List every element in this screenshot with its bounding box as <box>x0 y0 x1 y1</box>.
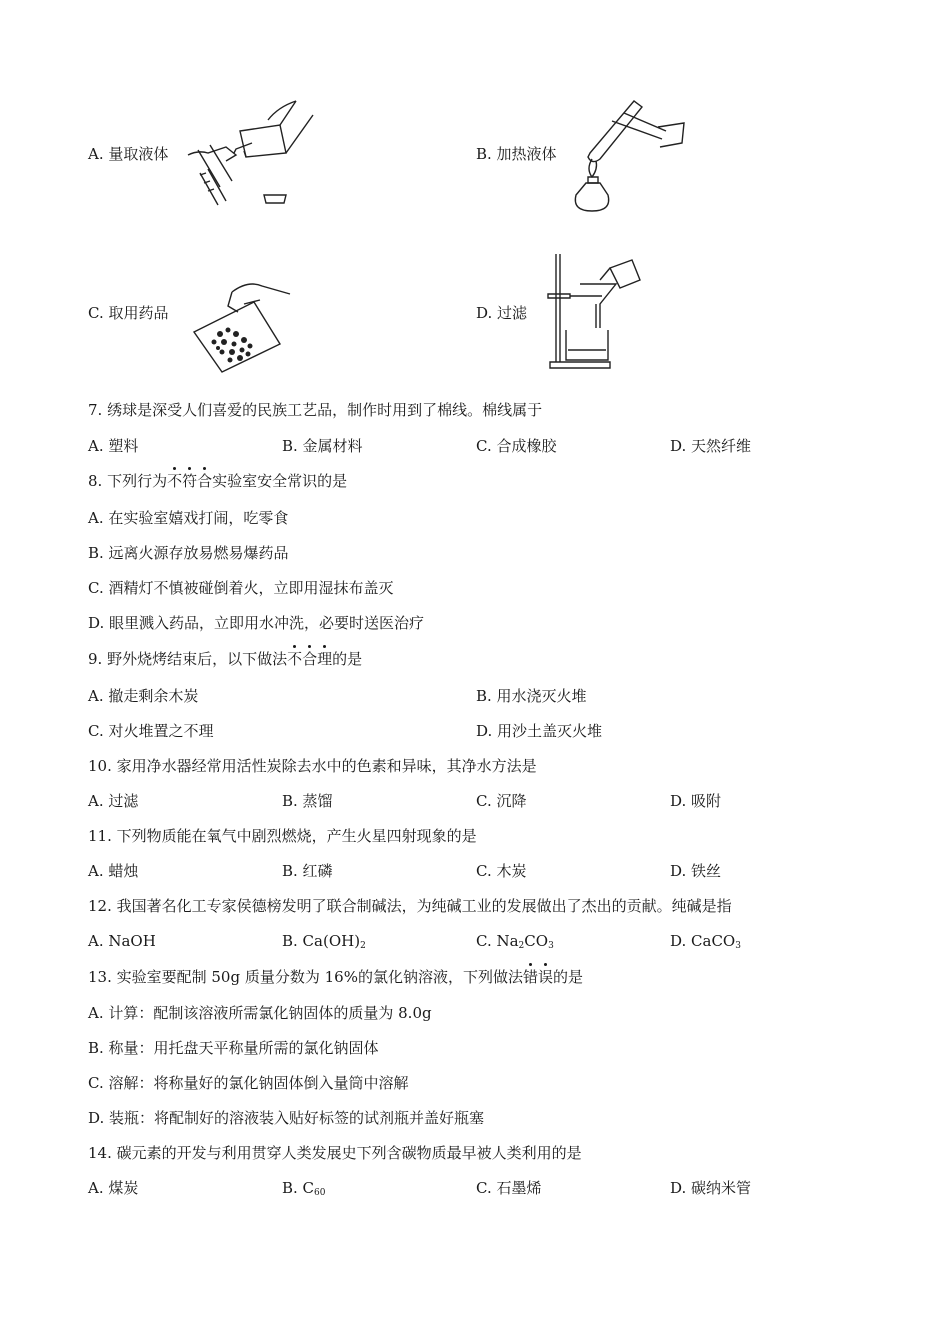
q11-option-a: A. 蜡烛 <box>88 862 139 880</box>
taking-chemicals-figure <box>192 272 302 377</box>
q11-option-c: C. 木炭 <box>476 862 527 880</box>
q10-option-c: C. 沉降 <box>476 792 527 810</box>
q14-stem: 14. 碳元素的开发与利用贯穿人类发展史下列含碳物质最早被人类利用的是 <box>88 1144 582 1162</box>
q14-option-b: B. $C_{60}$ <box>282 1179 326 1198</box>
q10-option-b: B. 蒸馏 <box>282 792 333 810</box>
q9-option-a: A. 撤走剩余木炭 <box>88 687 199 705</box>
q9-option-c: C. 对火堆置之不理 <box>88 722 214 740</box>
q11-option-b: B. 红磷 <box>282 862 333 880</box>
q7-option-a: A. 塑料 <box>88 437 139 455</box>
q14-option-c: C. 石墨烯 <box>476 1179 542 1197</box>
q10-option-a: A. 过滤 <box>88 792 139 810</box>
q11-stem: 11. 下列物质能在氧气中剧烈燃烧，产生火星四射现象的是 <box>88 827 477 845</box>
q8-option-a: A. 在实验室嬉戏打闹，吃零食 <box>88 509 289 527</box>
q7-option-c: C. 合成橡胶 <box>476 437 557 455</box>
q12-option-d: D. CaCO$_3$ <box>670 932 741 951</box>
heating-liquid-figure <box>562 95 687 215</box>
q13-option-b: B. 称量：用托盘天平称量所需的氯化钠固体 <box>88 1039 379 1057</box>
emphasis-char: 合 <box>197 472 213 490</box>
emphasis-char: 误 <box>537 968 553 986</box>
emphasis-char: 理 <box>317 650 333 668</box>
q11-option-d: D. 铁丝 <box>670 862 722 880</box>
q6-option-b: B. 加热液体 <box>476 145 557 163</box>
q14-option-a: A. 煤炭 <box>88 1179 139 1197</box>
q8-option-d: D. 眼里溅入药品，立即用水冲洗，必要时送医治疗 <box>88 614 425 632</box>
q6-option-c: C. 取用药品 <box>88 304 169 322</box>
q12-option-b: B. $Ca(OH)_2$ <box>282 932 366 951</box>
q9-option-d: D. 用沙土盖灭火堆 <box>476 722 603 740</box>
q7-option-b: B. 金属材料 <box>282 437 363 455</box>
q14-option-d: D. 碳纳米管 <box>670 1179 752 1197</box>
q8-option-c: C. 酒精灯不慎被碰倒着火，立即用湿抹布盖灭 <box>88 579 394 597</box>
q7-stem: 7. 绣球是深受人们喜爱的民族工艺品，制作时用到了棉线。棉线属于 <box>88 401 543 419</box>
q12-option-a: A. NaOH <box>88 932 156 950</box>
measuring-liquid-figure <box>178 95 318 220</box>
q9-option-b: B. 用水浇灭火堆 <box>476 687 587 705</box>
q6-option-d: D. 过滤 <box>476 304 528 322</box>
q8-stem: 8. 下列行为不符合实验室安全常识的是 <box>88 472 348 490</box>
q12-option-c: C. $Na_2CO_3$ <box>476 932 554 951</box>
q13-option-d: D. 装瓶：将配制好的溶液装入贴好标签的试剂瓶并盖好瓶塞 <box>88 1109 485 1127</box>
q9-stem: 9. 野外烧烤结束后，以下做法不合理的是 <box>88 650 363 668</box>
q12-stem: 12. 我国著名化工专家侯德榜发明了联合制碱法，为纯碱工业的发展做出了杰出的贡献。纯碱是指 <box>88 897 732 915</box>
q13-option-c: C. 溶解：将称量好的氯化钠固体倒入量筒中溶解 <box>88 1074 409 1092</box>
filtration-figure <box>540 250 650 375</box>
q13-option-a: A. 计算：配制该溶液所需氯化钠固体的质量为 8.0g <box>88 1004 432 1022</box>
emphasis-char: 错 <box>522 968 538 986</box>
emphasis-char: 合 <box>302 650 318 668</box>
emphasis-char: 不 <box>167 472 183 490</box>
q6-option-a: A. 量取液体 <box>88 145 169 163</box>
emphasis-char: 不 <box>287 650 303 668</box>
q7-option-d: D. 天然纤维 <box>670 437 752 455</box>
emphasis-char: 符 <box>182 472 198 490</box>
q10-stem: 10. 家用净水器经常用活性炭除去水中的色素和异味，其净水方法是 <box>88 757 537 775</box>
q10-option-d: D. 吸附 <box>670 792 722 810</box>
q13-stem: 13. 实验室要配制 50g 质量分数为 16%的氯化钠溶液，下列做法错误的是 <box>88 968 584 986</box>
q8-option-b: B. 远离火源存放易燃易爆药品 <box>88 544 289 562</box>
